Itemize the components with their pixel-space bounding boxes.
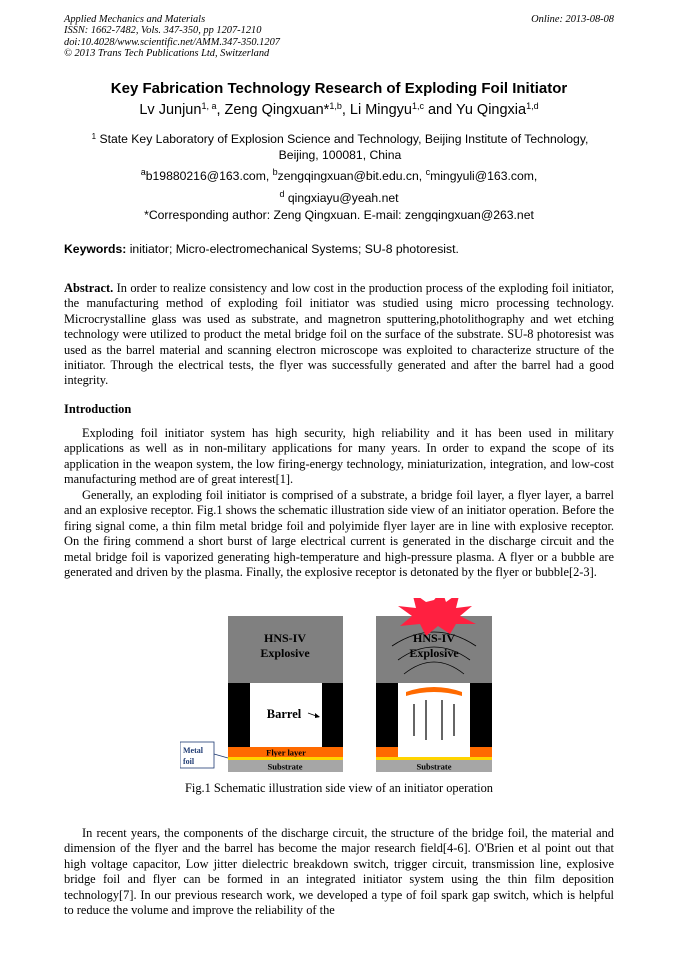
- metal-foil-label: Metal: [183, 746, 203, 755]
- flyer-layer-label: Flyer layer: [266, 747, 306, 758]
- email-address: zengqingxuan@bit.edu.cn: [277, 169, 419, 183]
- explosive-label: Explosive: [409, 646, 459, 660]
- explosive-label: Explosive: [260, 646, 310, 660]
- barrel-wall: [376, 683, 398, 747]
- flyer-layer-remnant: [470, 747, 492, 757]
- barrel-wall: [228, 683, 250, 747]
- author-name: Zeng Qingxuan*: [224, 102, 330, 118]
- email-address: mingyuli@163.com: [430, 169, 534, 183]
- panel-before-firing: [180, 616, 343, 772]
- figure-caption: Fig.1 Schematic illustration side view of an initiator operation: [185, 781, 493, 795]
- abstract: [64, 281, 614, 389]
- explosive-label: HNS-IV: [412, 631, 456, 645]
- author-sup: 1,b: [329, 101, 342, 111]
- author-name: Lv Junjun: [139, 102, 202, 118]
- issn: ISSN: 1662-7482, Vols. 347-350, pp 1207-1210: [64, 25, 262, 37]
- author-sup: 1,c: [411, 101, 424, 111]
- paragraph: Generally, an exploding foil initiator is comprised of a substrate, a bridge foil layer, a flyer layer, a barrel and an explosive receptor. Fig.1 shows the schematic illustration side view of an initiator operation. Before the firing signal come, a thin film metal bridge foil and polyimide flyer layer are in line with explosive receptor. On the firing commend a short burst of large electrical current is generated in the discharge circuit and the metal bridge foil is vaporized generating high-temperature and high-pressure plasma. A flyer or a bubble are generated and driven by the plasma. Finally, the explosive receptor is detonated by the flyer or bubble[2-3].: [64, 488, 614, 580]
- barrel-label: Barrel: [266, 707, 302, 721]
- keywords-label: Keywords:: [64, 242, 127, 256]
- paragraph: Exploding foil initiator system has high security, high reliability and it has been used in military applications as well as in non-military applications for many years. In order to expand the scope of its application in the weapon system, the low firing-energy technology, miniaturization, integration, and low-cost manufacturing method are of great interest[1].: [64, 426, 614, 487]
- email-address: b19880216@163.com: [145, 169, 266, 183]
- online-date: Online: 2013-08-08: [531, 14, 614, 25]
- metal-foil-label: foil: [183, 757, 195, 766]
- section-heading: Introduction: [64, 402, 132, 416]
- affiliation-sup: 1: [91, 132, 97, 141]
- barrel-wall: [322, 683, 343, 747]
- keywords: [64, 242, 459, 256]
- copyright: © 2013 Trans Tech Publications Ltd, Switzerland: [64, 48, 270, 60]
- journal-name: Applied Mechanics and Materials: [64, 14, 206, 25]
- doi: doi:10.4028/www.scientific.net/AMM.347-350.1207: [64, 36, 280, 48]
- author-name: Li Mingyu: [349, 102, 412, 118]
- author-name: Yu Qingxia: [455, 102, 527, 118]
- abstract-text: In order to realize consistency and low cost in the production process of the exploding foil initiator, the manufacturing method of exploding foil initiator was studied using micro processing technology. Microcrystalline glass was used as substrate, and magnetron sputtering,photolithography and wet etching technology were utilized to product the metal bridge foil on the surface of the substrate. SU-8 photoresist was used as the barrel material and scanning electron microscope was exploited to characterize structure of the initiator. Through the electrical tests, the flyer was successfully generated and after the barrel had a good integrity.: [64, 281, 614, 388]
- metal-foil: [376, 757, 492, 760]
- panel-after-firing: [376, 598, 492, 772]
- flyer-layer-remnant: [376, 747, 398, 757]
- author-sup: 1,d: [526, 101, 539, 111]
- metal-foil: [228, 757, 343, 760]
- paragraph: In recent years, the components of the discharge circuit, the structure of the bridge foil, the material and dimension of the flyer and the barrel has become the major research field[4-6]. O'Brien et al point out that high voltage capacitor, Low jitter dielectric breakdown switch, trigger circuit, transmission line, explosive bridge foil and flyer can be formed in an integrated initiator system using the thin film deposition technology[7]. In our previous research work, we developed a type of foil spark gap switch, which is helpful to reduce the volume and improve the reliability of the: [64, 826, 614, 918]
- initiator-schematic-figure: [180, 598, 500, 778]
- explosive-label: HNS-IV: [263, 631, 307, 645]
- affiliation: [80, 131, 600, 163]
- affiliation-text: State Key Laboratory of Explosion Science and Technology, Beijing Institute of Technology, Beijing, 100081, China: [99, 132, 589, 162]
- substrate-label: Substrate: [416, 761, 452, 772]
- corresponding-author: *Corresponding author: Zeng Qingxuan. E-mail: zengqingxuan@263.net: [144, 208, 534, 222]
- author-list: Lv Junjun$^{1, a}$, Zeng Qingxuan*$^{1,b}$, Li Mingyu$^{1,c}$ and Yu Qingxia$^{1,d}$: [139, 101, 539, 118]
- paper-title: Key Fabrication Technology Research of Exploding Foil Initiator: [110, 80, 568, 97]
- email-list: $^a$b19880216@163.com, $^b$zengqingxuan@bit.edu.cn, $^c$mingyuli@163.com, $^d$ qingxiayu@yeah.net: [140, 167, 538, 205]
- abstract-label: Abstract.: [64, 281, 114, 295]
- barrel-wall: [470, 683, 492, 747]
- keywords-text: initiator; Micro-electromechanical Systems; SU-8 photoresist.: [129, 242, 459, 256]
- email-address: qingxiayu@yeah.net: [287, 191, 399, 205]
- metal-foil-pointer: [214, 754, 228, 758]
- substrate-label: Substrate: [267, 761, 303, 772]
- author-sup: 1, a: [201, 101, 217, 111]
- journal-header: [64, 14, 614, 60]
